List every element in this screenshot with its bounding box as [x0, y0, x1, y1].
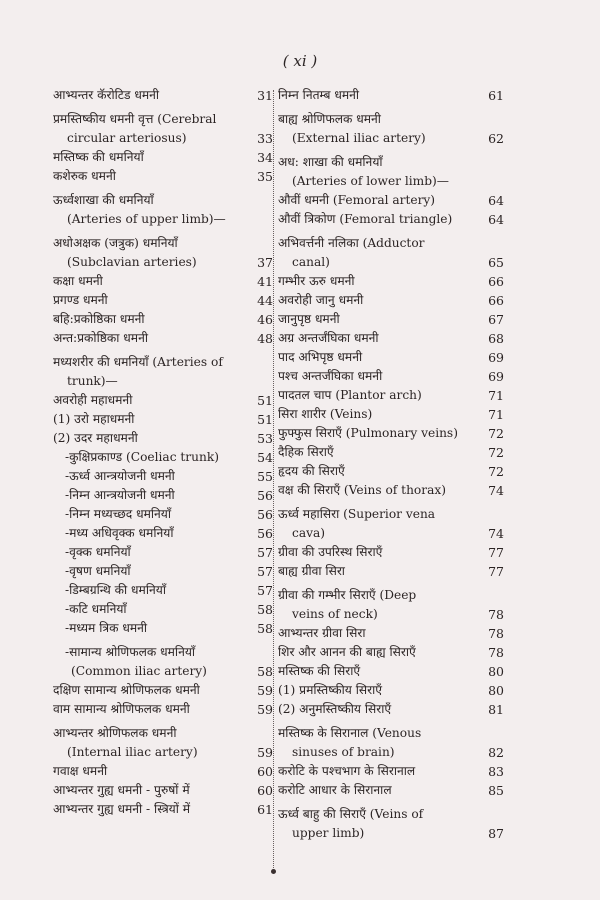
toc-page-number: 58 — [257, 602, 273, 617]
toc-page-number: 72 — [488, 426, 504, 441]
toc-page-number: 34 — [257, 150, 273, 165]
toc-entry-title: प्रगण्ड धमनी — [53, 293, 108, 307]
toc-entry-title: आभ्यन्तर गुह्य धमनी - पुरुषों में — [53, 783, 190, 797]
toc-page-number: 82 — [488, 745, 504, 760]
toc-page-number: 85 — [488, 783, 504, 798]
toc-page-number: 71 — [488, 388, 504, 403]
divider-dot — [271, 869, 276, 874]
toc-entry-title: आभ्यन्तर ग्रीवा सिरा — [278, 626, 366, 640]
toc-entry — [278, 424, 504, 443]
toc-entry-title: मस्तिष्क की धमनियाँ — [53, 150, 144, 164]
toc-entry-title: शिर और आनन की बाह्य सिराएँ — [278, 645, 416, 659]
toc-entry — [53, 619, 273, 638]
toc-entry-title: ऊर्ध्व महासिरा (Superior vena — [278, 507, 436, 521]
toc-page-number: 51 — [257, 412, 273, 427]
toc-entry — [278, 153, 504, 191]
toc-entry — [53, 800, 273, 819]
toc-page-number: 80 — [488, 664, 504, 679]
toc-page-number: 56 — [257, 507, 273, 522]
toc-entry — [53, 148, 273, 167]
toc-entry-title: ग्रीवा की गम्भीर सिराएँ (Deep — [278, 588, 417, 602]
toc-entry-title: प्रमस्तिष्कीय धमनी वृत्त (Cerebral — [53, 112, 217, 126]
toc-entry-title: अवरोही जानु धमनी — [278, 293, 364, 307]
toc-entry — [53, 272, 273, 291]
toc-entry-title: पश्च अन्तर्जंघिका धमनी — [278, 369, 383, 383]
toc-entry — [53, 600, 273, 619]
toc-entry — [53, 781, 273, 800]
toc-entry-title-continued: (Arteries of lower limb)— — [292, 174, 449, 188]
toc-page-number: 54 — [257, 450, 273, 465]
toc-page-number: 56 — [257, 488, 273, 503]
toc-entry — [278, 367, 504, 386]
toc-page-number: 74 — [488, 483, 504, 498]
toc-page-number: 59 — [257, 683, 273, 698]
toc-entry — [278, 781, 504, 800]
toc-page-number: 46 — [257, 312, 273, 327]
toc-page-number: 64 — [488, 193, 504, 208]
toc-entry-title: -ऊर्ध्व आन्त्रयोजनी धमनी — [65, 469, 175, 483]
toc-entry — [53, 191, 273, 229]
toc-page-number: 44 — [257, 293, 273, 308]
toc-page-number: 66 — [488, 293, 504, 308]
toc-entry — [53, 310, 273, 329]
toc-entry — [53, 448, 273, 467]
toc-entry — [53, 110, 273, 148]
toc-entry — [278, 272, 504, 291]
toc-page-number: 59 — [257, 745, 273, 760]
toc-page-number: 66 — [488, 274, 504, 289]
toc-entry — [53, 391, 273, 410]
toc-entry-title: ऊर्ध्व बाहु की सिराएँ (Veins of — [278, 807, 424, 821]
toc-entry — [53, 643, 273, 681]
toc-entry-title: -वृषण धमनियाँ — [65, 564, 131, 578]
toc-entry-title: बाह्य श्रोणिफलक धमनी — [278, 112, 381, 126]
toc-entry-title: हृदय की सिराएँ — [278, 464, 345, 478]
toc-entry — [278, 443, 504, 462]
toc-page-number: 55 — [257, 469, 273, 484]
toc-page-number: 78 — [488, 626, 504, 641]
toc-page-number: 61 — [257, 802, 273, 817]
toc-entry-title-continued: (Subclavian arteries) — [67, 255, 197, 269]
toc-page-number: 64 — [488, 212, 504, 227]
toc-entry — [53, 353, 273, 391]
toc-entry-title-continued: (Arteries of upper limb)— — [67, 212, 226, 226]
toc-page-number: 71 — [488, 407, 504, 422]
toc-entry-title: गम्भीर ऊरु धमनी — [278, 274, 355, 288]
toc-entry-title: -मध्य अधिवृक्क धमनियाँ — [65, 526, 174, 540]
toc-page-number: 72 — [488, 464, 504, 479]
toc-page-number: 69 — [488, 350, 504, 365]
toc-entry — [278, 543, 504, 562]
toc-entry-title: -डिम्बग्रन्थि की धमनियाँ — [65, 583, 166, 597]
toc-entry-title: (1) उरो महाधमनी — [53, 412, 135, 426]
toc-entry-title: (1) प्रमस्तिष्कीय सिराएँ — [278, 683, 382, 697]
toc-page-number: 37 — [257, 255, 273, 270]
toc-entry — [53, 700, 273, 719]
toc-entry-title: दक्षिण सामान्य श्रोणिफलक धमनी — [53, 683, 200, 697]
toc-page-number: 72 — [488, 445, 504, 460]
toc-page-number: 80 — [488, 683, 504, 698]
toc-entry — [53, 562, 273, 581]
toc-entry-title: कक्षा धमनी — [53, 274, 103, 288]
toc-entry-title-continued: sinuses of brain) — [292, 745, 395, 759]
toc-page-number: 58 — [257, 621, 273, 636]
toc-page-number: 57 — [257, 545, 273, 560]
toc-entry-title: जानुपृष्ठ धमनी — [278, 312, 340, 326]
toc-entry-title: कशेरुक धमनी — [53, 169, 116, 183]
toc-entry-title-continued: (Internal iliac artery) — [67, 745, 198, 759]
toc-entry-title: अध: शाखा की धमनियाँ — [278, 155, 383, 169]
toc-entry — [278, 210, 504, 229]
toc-entry — [53, 581, 273, 600]
toc-page-number: 33 — [257, 131, 273, 146]
toc-entry — [278, 643, 504, 662]
toc-entry — [278, 505, 504, 543]
toc-entry — [53, 410, 273, 429]
toc-entry-title: औवीं धमनी (Femoral artery) — [278, 193, 436, 207]
toc-entry — [278, 310, 504, 329]
toc-page-number: 57 — [257, 564, 273, 579]
toc-page-number: 77 — [488, 564, 504, 579]
toc-entry — [53, 543, 273, 562]
toc-entry-title: दैहिक सिराएँ — [278, 445, 334, 459]
toc-entry — [278, 191, 504, 210]
toc-entry — [278, 681, 504, 700]
toc-entry — [53, 505, 273, 524]
toc-entry-title-continued: upper limb) — [292, 826, 365, 840]
toc-entry — [278, 481, 504, 500]
toc-entry-title: मस्तिष्क के सिरानाल (Venous — [278, 726, 422, 740]
toc-entry — [278, 700, 504, 719]
toc-entry-title-continued: canal) — [292, 255, 330, 269]
toc-page-number: 69 — [488, 369, 504, 384]
toc-entry-title: (2) अनुमस्तिष्कीय सिराएँ — [278, 702, 392, 716]
toc-page-number: 81 — [488, 702, 504, 717]
toc-page-number: 41 — [257, 274, 273, 289]
toc-entry-title: आभ्यन्तर श्रोणिफलक धमनी — [53, 726, 177, 740]
toc-entry-title: -निम्न आन्त्रयोजनी धमनी — [65, 488, 175, 502]
toc-page-number: 57 — [257, 583, 273, 598]
toc-entry-title: वाम सामान्य श्रोणिफलक धमनी — [53, 702, 190, 716]
toc-entry-title-continued: (External iliac artery) — [292, 131, 426, 145]
toc-entry — [278, 234, 504, 272]
toc-entry-title-continued: circular arteriosus) — [67, 131, 187, 145]
toc-page-number: 62 — [488, 131, 504, 146]
toc-page-number: 61 — [488, 88, 504, 103]
toc-entry-title: बहि:प्रकोष्ठिका धमनी — [53, 312, 145, 326]
toc-page-number: 59 — [257, 702, 273, 717]
toc-page-number: 60 — [257, 783, 273, 798]
toc-page-number: 74 — [488, 526, 504, 541]
toc-page-number: 67 — [488, 312, 504, 327]
toc-entry — [53, 467, 273, 486]
toc-entry — [53, 291, 273, 310]
toc-entry-title: गवाक्ष धमनी — [53, 764, 108, 778]
toc-entry-title: करोटि आधार के सिरानाल — [278, 783, 392, 797]
toc-entry-title: अधोअक्षक (जत्रुक) धमनियाँ — [53, 236, 178, 250]
toc-left-column — [53, 86, 273, 819]
toc-entry — [278, 329, 504, 348]
toc-entry — [53, 167, 273, 186]
toc-entry — [278, 405, 504, 424]
toc-entry-title: वक्ष की सिराएँ (Veins of thorax) — [278, 483, 446, 497]
column-divider — [273, 90, 275, 870]
page-number-header: ( xi ) — [282, 52, 318, 70]
toc-page-number: 83 — [488, 764, 504, 779]
toc-page-number: 56 — [257, 526, 273, 541]
toc-entry-title: ऊर्ध्वशाखा की धमनियाँ — [53, 193, 154, 207]
toc-page-number: 35 — [257, 169, 273, 184]
toc-entry-title: आभ्यन्तर कॅरोटिड धमनी — [53, 88, 160, 102]
toc-entry-title-continued: cava) — [292, 526, 325, 540]
toc-entry — [278, 805, 504, 843]
toc-entry-title: ग्रीवा की उपरिस्थ सिराएँ — [278, 545, 383, 559]
toc-entry — [278, 624, 504, 643]
toc-entry — [53, 524, 273, 543]
toc-entry — [53, 724, 273, 762]
toc-entry — [278, 662, 504, 681]
toc-entry — [53, 429, 273, 448]
toc-entry — [53, 86, 273, 105]
toc-entry — [278, 562, 504, 581]
toc-entry — [53, 234, 273, 272]
toc-entry — [278, 348, 504, 367]
toc-entry-title: -निम्न मध्यच्छद धमनियाँ — [65, 507, 172, 521]
toc-entry-title: -वृक्क धमनियाँ — [65, 545, 131, 559]
toc-entry-title-continued: (Common iliac artery) — [71, 664, 207, 678]
toc-entry-title: करोटि के पश्चभाग के सिरानाल — [278, 764, 416, 778]
toc-entry-title: -कुक्षिप्रकाण्ड (Coeliac trunk) — [65, 450, 219, 464]
toc-entry-title: -सामान्य श्रोणिफलक धमनियाँ — [65, 645, 196, 659]
toc-entry-title: सिरा शारीर (Veins) — [278, 407, 373, 421]
toc-page-number: 87 — [488, 826, 504, 841]
toc-entry-title-continued: veins of neck) — [292, 607, 378, 621]
toc-entry-title: मध्यशरीर की धमनियाँ (Arteries of — [53, 355, 223, 369]
toc-entry-title: अवरोही महाधमनी — [53, 393, 133, 407]
toc-entry — [278, 291, 504, 310]
toc-page-number: 60 — [257, 764, 273, 779]
toc-entry — [278, 462, 504, 481]
toc-page-number: 48 — [257, 331, 273, 346]
toc-entry — [53, 762, 273, 781]
toc-entry-title: अभिवर्त्तनी नलिका (Adductor — [278, 236, 425, 250]
toc-entry-title: -कटि धमनियाँ — [65, 602, 127, 616]
toc-page-number: 68 — [488, 331, 504, 346]
toc-entry-title: अग्र अन्तर्जंघिका धमनी — [278, 331, 379, 345]
toc-right-column — [278, 86, 504, 843]
toc-entry-title: -मध्यम त्रिक धमनी — [65, 621, 148, 635]
toc-entry-title: आभ्यन्तर गुह्य धमनी - स्त्रियों में — [53, 802, 191, 816]
toc-entry — [53, 681, 273, 700]
toc-entry — [53, 486, 273, 505]
toc-entry — [278, 724, 504, 762]
toc-entry-title: पादतल चाप (Plantor arch) — [278, 388, 422, 402]
toc-entry — [278, 586, 504, 624]
toc-page-number: 53 — [257, 431, 273, 446]
toc-page-number: 31 — [257, 88, 273, 103]
toc-entry — [278, 86, 504, 105]
toc-entry-title: बाह्य ग्रीवा सिरा — [278, 564, 345, 578]
toc-entry — [278, 110, 504, 148]
toc-page-number: 51 — [257, 393, 273, 408]
toc-entry-title: निम्न नितम्ब धमनी — [278, 88, 360, 102]
toc-page-number: 58 — [257, 664, 273, 679]
toc-entry — [278, 386, 504, 405]
toc-entry-title: फुफ्फुस सिराएँ (Pulmonary veins) — [278, 426, 458, 440]
toc-page-number: 78 — [488, 607, 504, 622]
toc-page-number: 78 — [488, 645, 504, 660]
toc-entry-title: अन्त:प्रकोष्ठिका धमनी — [53, 331, 148, 345]
toc-page-number: 65 — [488, 255, 504, 270]
toc-entry-title-continued: trunk)— — [67, 374, 118, 388]
toc-entry-title: (2) उदर महाधमनी — [53, 431, 138, 445]
toc-entry — [53, 329, 273, 348]
toc-entry — [278, 762, 504, 781]
toc-page-number: 77 — [488, 545, 504, 560]
toc-entry-title: मस्तिष्क की सिराएँ — [278, 664, 361, 678]
toc-entry-title: पाद अभिपृष्ठ धमनी — [278, 350, 363, 364]
toc-entry-title: औवीं त्रिकोण (Femoral triangle) — [278, 212, 453, 226]
